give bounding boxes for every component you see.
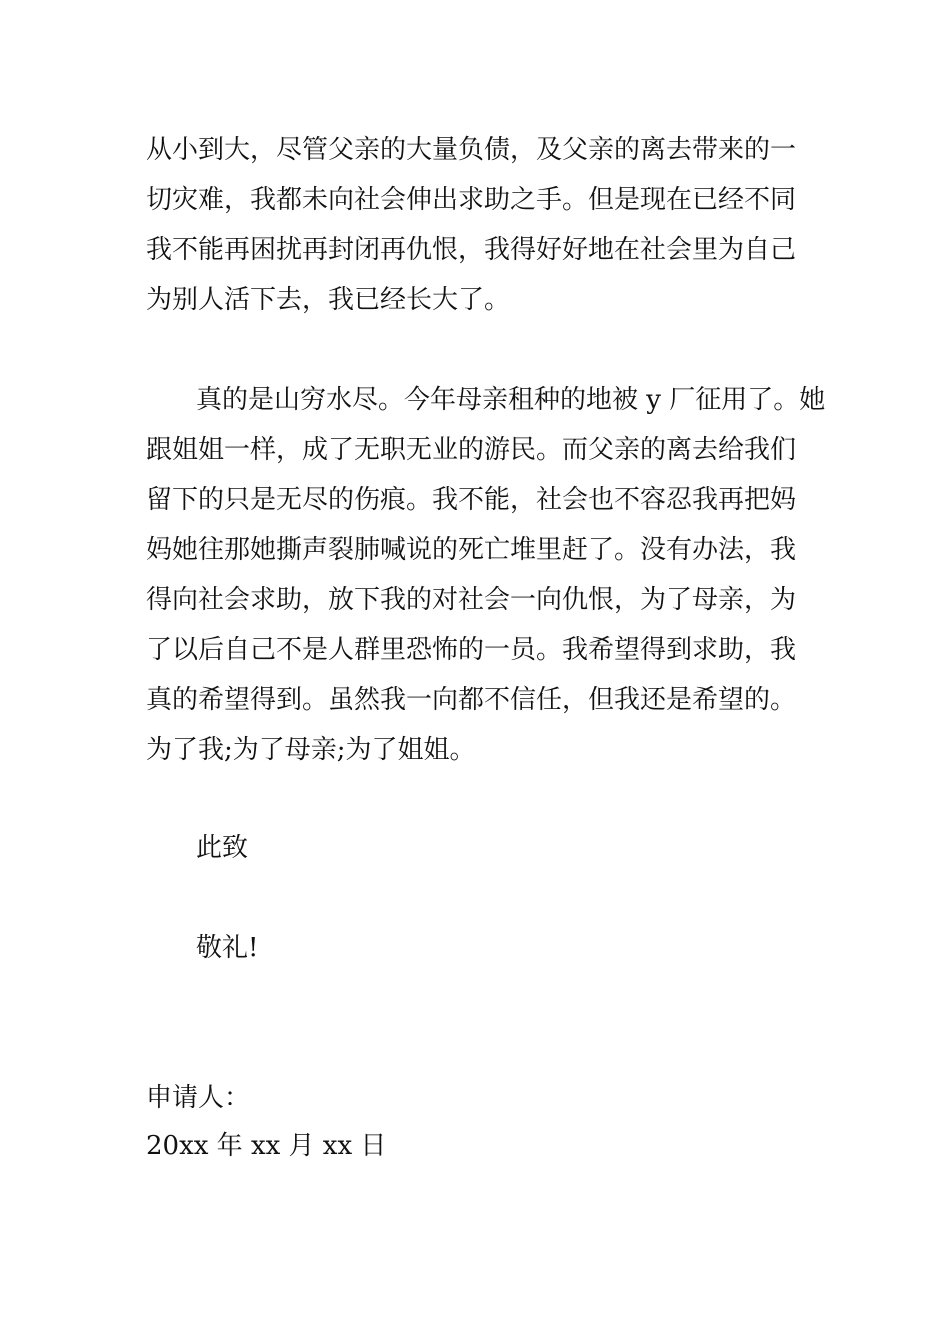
paragraph-line: 为了我;为了母亲;为了姐姐。	[146, 735, 476, 765]
applicant-label: 申请人：	[146, 1083, 251, 1113]
paragraph-line: 妈她往那她撕声裂肺喊说的死亡堆里赶了。没有办法，我	[146, 535, 797, 565]
signature-date: 20xx 年 xx 月 xx 日	[146, 1131, 387, 1161]
paragraph-line: 为别人活下去，我已经长大了。	[146, 285, 511, 315]
paragraph-line: 从小到大，尽管父亲的大量负债，及父亲的离去带来的一	[146, 135, 797, 165]
paragraph-line: 跟姐姐一样，成了无职无业的游民。而父亲的离去给我们	[146, 435, 797, 465]
closing-regards: 敬礼!	[196, 933, 259, 963]
paragraph-line: 切灾难，我都未向社会伸出求助之手。但是现在已经不同	[146, 185, 797, 215]
paragraph-line: 留下的只是无尽的伤痕。我不能，社会也不容忍我再把妈	[146, 485, 797, 515]
paragraph-line: 我不能再困扰再封闭再仇恨，我得好好地在社会里为自己	[146, 235, 797, 265]
closing-salutation: 此致	[196, 833, 249, 863]
paragraph-line: 真的是山穷水尽。今年母亲租种的地被 y 厂征用了。她	[196, 385, 826, 415]
paragraph-line: 真的希望得到。虽然我一向都不信任，但我还是希望的。	[146, 685, 797, 715]
paragraph-line: 得向社会求助，放下我的对社会一向仇恨，为了母亲，为	[146, 585, 797, 615]
paragraph-line: 了以后自己不是人群里恐怖的一员。我希望得到求助，我	[146, 635, 797, 665]
